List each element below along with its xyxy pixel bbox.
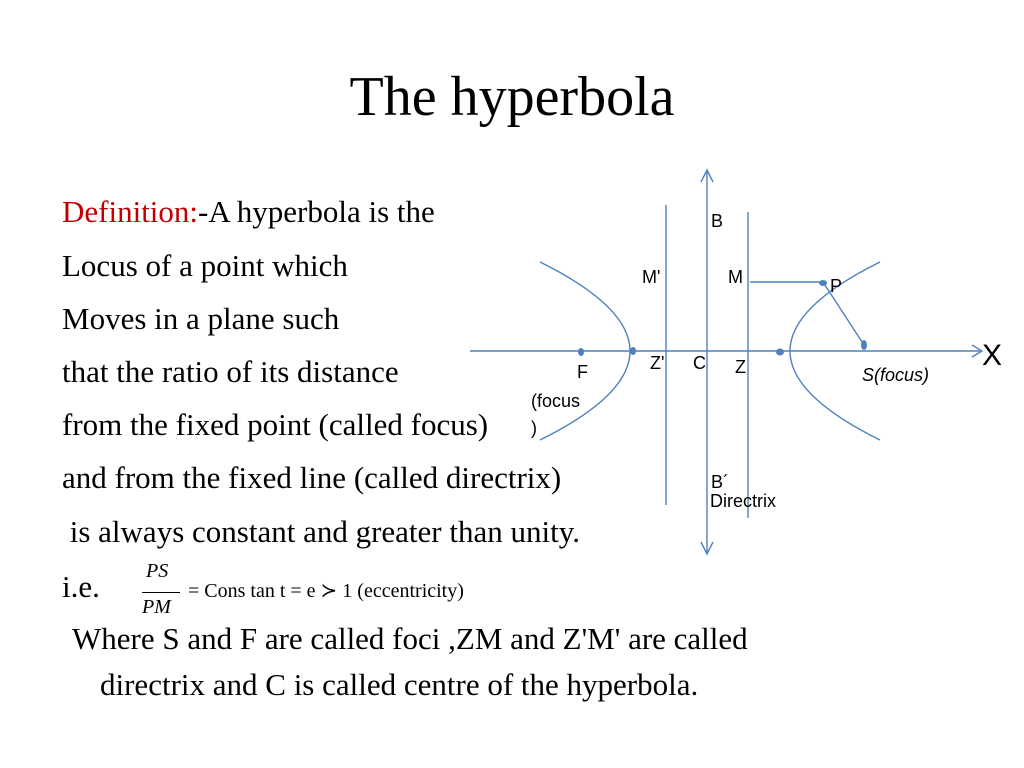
label-s-focus: S(focus) — [862, 365, 930, 385]
definition-line-1-text: -A hyperbola is the — [198, 194, 435, 229]
eccentricity-expression: = Cons tan t = e ≻ 1 (eccentricity) — [188, 580, 464, 602]
label-directrix: Directrix — [710, 491, 776, 511]
label-c: C — [693, 353, 706, 373]
label-b-prime: B´ — [711, 472, 729, 492]
fraction-denominator: PM — [142, 596, 171, 618]
label-x: X — [982, 339, 1003, 372]
label-m: M — [728, 267, 743, 287]
definition-label: Definition: — [62, 194, 199, 229]
definition-line-6: and from the fixed line (called directrix) — [62, 460, 562, 495]
vertex-right — [776, 349, 784, 356]
point-s — [861, 340, 867, 350]
label-focus-left: (focus — [531, 391, 581, 411]
ie-label: i.e. — [62, 569, 100, 604]
fraction-numerator: PS — [146, 560, 169, 582]
definition-line-4: that the ratio of its distance — [62, 354, 399, 389]
label-z-prime: Z' — [650, 353, 665, 373]
definition-line-3: Moves in a plane such — [62, 301, 340, 336]
where-line-1: Where S and F are called foci ,ZM and Z'M' are called — [72, 621, 748, 656]
label-focus-left-close: ) — [531, 418, 537, 438]
point-p — [819, 280, 827, 286]
slide-title: The hyperbola — [349, 66, 675, 128]
label-p: P — [830, 276, 843, 296]
definition-line-2: Locus of a point which — [62, 248, 348, 283]
definition-line-7: is always constant and greater than unity. — [62, 514, 580, 549]
label-z: Z — [735, 357, 746, 377]
vertex-left — [630, 347, 636, 355]
where-line-2: directrix and C is called centre of the hyperbola. — [100, 667, 699, 702]
point-f — [578, 348, 584, 356]
definition-line-5: from the fixed point (called focus) — [62, 407, 489, 442]
label-f: F — [577, 362, 588, 382]
label-m-prime: M' — [642, 267, 661, 287]
label-b: B — [711, 211, 724, 231]
